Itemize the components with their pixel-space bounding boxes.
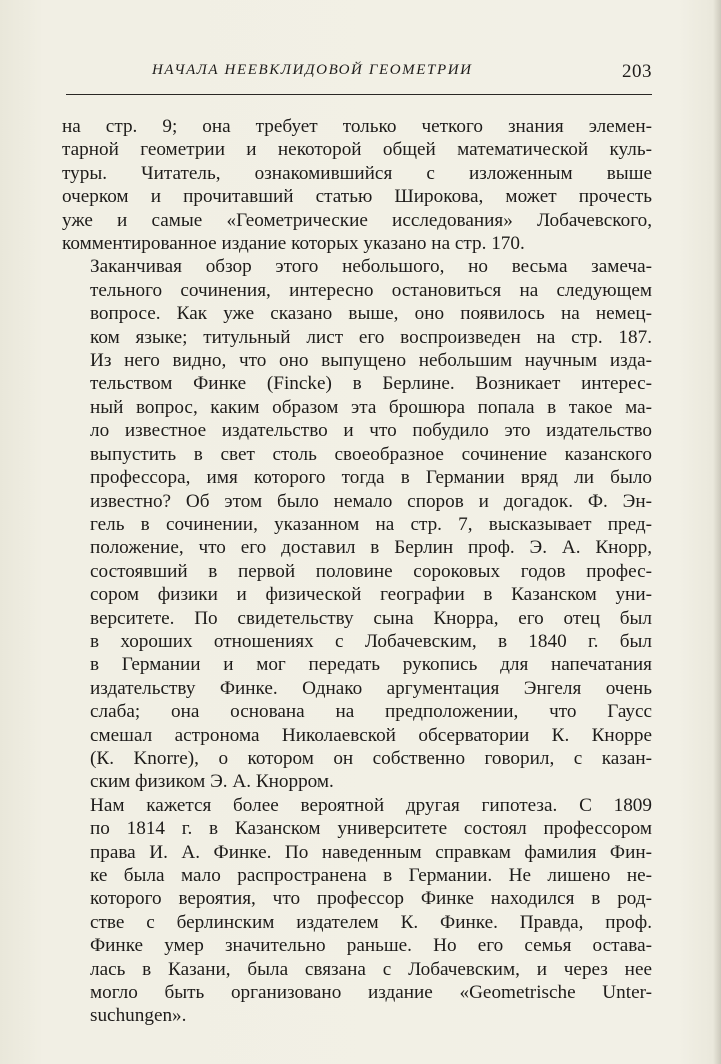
page-number: 203 [622,61,652,82]
text-line: ло известное издательство и что побудило это издательство [90,420,652,442]
text-line: лась в Казани, была связана с Лобачевским, и через нее [90,958,652,980]
text-line: состоявший в первой половине сороковых годов профес- [90,560,652,582]
text-line: которого вероятия, что профессор Финке находился в род- [90,888,652,910]
text-line: ке была мало распространена в Германии. Не лишено не- [90,865,652,886]
text-line: слаба; она основана на предположении, что Гаусс [90,701,652,723]
text-line: издательству Финке. Однако аргументация Энгеля очень [90,677,652,699]
running-title: НАЧАЛА НЕЕВКЛИДОВОЙ ГЕОМЕТРИИ [152,62,473,78]
text-line: профессора, имя которого тогда в Германии вряд ли было [90,467,652,489]
text-line: уже и самые «Геометрические исследования» Лобачевского, [62,209,652,231]
text-line: в Германии и мог передать рукопись для напечатания [90,654,652,676]
text-line: Из него видно, что оно выпущено небольшим научным изда- [90,350,652,372]
running-header [152,62,652,86]
header-rule [66,94,652,95]
text-line: (К. Knorre), о котором он собственно говорил, с казан- [90,747,652,769]
text-line: комментированное издание которых указано на стр. 170. [62,233,525,255]
text-line: Финке умер значительно раньше. Но его семья остава- [90,935,652,957]
text-line: положение, что его доставил в Берлин проф. Э. А. Кнорр, [90,537,652,559]
text-line: Заканчивая обзор этого небольшого, но весьма замеча- [90,256,652,278]
paragraph [62,794,652,1028]
text-line: ским физиком Э. А. Кнорром. [90,771,334,793]
text-line: могло быть организовано издание «Geometrische Unter- [90,982,652,1004]
text-line: ком языке; титульный лист его воспроизведен на стр. 187. [90,326,652,348]
text-line: тарной геометрии и некоторой общей математической куль- [62,139,652,161]
text-line: выпустить в свет столь своеобразное сочинение казанского [90,443,652,465]
text-line: ный вопрос, каким образом эта брошюра попала в такое ма- [90,396,652,418]
text-line: известно? Об этом было немало споров и догадок. Ф. Эн- [90,490,652,512]
text-line: на стр. 9; она требует только четкого знания элемен- [62,116,652,137]
text-line: сором физики и физической географии в Казанском уни- [90,584,652,606]
text-line: стве с берлинским издателем К. Финке. Правда, проф. [90,911,652,933]
text-line: в хороших отношениях с Лобачевским, в 1840 г. был [90,630,652,652]
text-line: тельного сочинения, интересно остановиться на следующем [90,279,652,301]
text-line: туры. Читатель, ознакомившийся с изложенным выше [62,162,652,184]
paragraph [62,115,652,255]
text-line: гель в сочинении, указанном на стр. 7, высказывает пред- [90,513,652,535]
page-edge-shadow [713,0,721,1064]
text-line: по 1814 г. в Казанском университете состоял профессором [90,818,652,840]
text-line: смешал астронома Николаевской обсерватории К. Кнорре [90,724,652,746]
paragraph [62,255,652,793]
body-text [62,115,652,1028]
text-line: вопросе. Как уже сказано выше, оно появилось на немец- [90,303,652,325]
text-line: тельством Финке (Fincke) в Берлине. Возникает интерес- [90,373,652,395]
text-line: очерком и прочитавший статью Широкова, может прочесть [62,186,652,208]
text-line: права И. А. Финке. По наведенным справкам фамилия Фин- [90,841,652,863]
text-line: suchungen». [90,1005,187,1027]
text-line: Нам кажется более вероятной другая гипотеза. С 1809 [90,794,652,816]
text-line: верситете. По свидетельству сына Кнорра, его отец был [90,607,652,629]
